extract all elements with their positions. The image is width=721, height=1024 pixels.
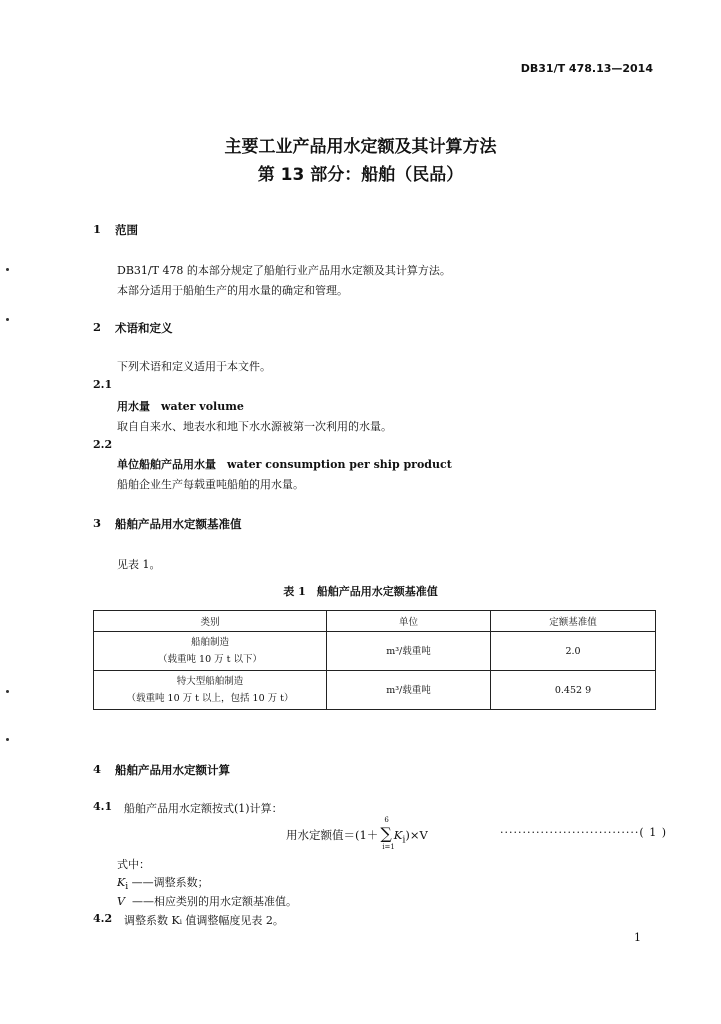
where-label: 式中： [117,858,150,871]
section-1-para-2: 本部分适用于船舶生产的用水量的确定和管理。 [117,284,348,297]
term-2-1 [117,398,244,414]
term-2-2-number: 2.2 [93,438,113,451]
variable-k-desc: ——调整系数； [131,876,209,889]
table-1 [93,610,656,710]
document-subtitle: 第 13 部分：船舶（民品） [257,165,464,185]
formula-rhs: )×V [405,828,428,842]
table-cell-unit: m³/载重吨 [327,671,491,710]
term-2-2-en: water consumption per ship product [227,458,452,471]
scan-mark [6,738,9,741]
category-note: （载重吨 10 万 t 以上，包括 10 万 t） [126,693,294,704]
page-number: 1 [634,931,641,944]
variable-v [117,893,297,909]
table-row [94,632,656,671]
table-cell-category [94,671,327,710]
term-2-1-definition: 取自自来水、地表水和地下水水源被第一次利用的水量。 [117,420,392,433]
clause-4-2-number: 4.2 [93,912,113,925]
scan-mark [6,318,9,321]
equation-number: ( 1 ) [639,826,667,839]
term-2-2 [117,456,452,472]
clause-4-2-text: 调整系数 Kᵢ 值调整幅度见表 2。 [124,914,284,927]
section-4-number: 4 [93,762,102,776]
section-3-heading: 船舶产品用水定额基准值 [115,517,242,531]
term-2-1-zh: 用水量 [117,400,150,413]
formula-k-index: i [402,834,406,846]
section-2-number: 2 [93,320,102,334]
clause-4-1-number: 4.1 [93,800,113,813]
section-3-see-table: 见表 1。 [117,558,161,571]
table-header-unit: 单位 [327,611,491,632]
standard-number: DB31/T 478.13—2014 [520,62,653,75]
section-1-para-1: DB31/T 478 的本部分规定了船舶行业产品用水定额及其计算方法。 [117,264,451,277]
variable-k-symbol: K [117,876,126,889]
term-2-1-number: 2.1 [93,378,113,391]
category-note: （载重吨 10 万 t 以下） [158,654,262,665]
variable-v-symbol: V [117,895,125,908]
section-4-heading: 船舶产品用水定额计算 [115,763,230,777]
variable-k-index: i [125,881,129,893]
formula-k: K [393,828,403,842]
section-2-intro: 下列术语和定义适用于本文件。 [117,360,271,373]
section-2-heading: 术语和定义 [115,321,173,335]
table-1-caption: 表 1 船舶产品用水定额基准值 [283,585,438,598]
section-3-number: 3 [93,516,102,530]
formula-1 [286,816,428,851]
table-cell-category [94,632,327,671]
section-1-heading: 范围 [115,223,138,237]
variable-k [117,874,209,892]
clause-4-1-text: 船舶产品用水定额按式(1)计算： [124,802,283,815]
term-2-2-definition: 船舶企业生产每载重吨船舶的用水量。 [117,478,304,491]
summation-lower: i=1 [382,843,395,851]
table-header-value: 定额基准值 [491,611,656,632]
table-header-row [94,611,656,632]
summation-upper: 6 [384,816,389,824]
formula-lhs: 用水定额值＝(1＋ [286,828,379,842]
term-2-2-zh: 单位船舶产品用水量 [117,458,216,471]
table-cell-unit: m³/载重吨 [327,632,491,671]
section-1-number: 1 [93,222,102,236]
summation-symbol: ∑ 6 i=1 [380,816,395,851]
table-cell-value: 2.0 [491,632,656,671]
table-header-category: 类别 [94,611,327,632]
scan-mark [6,268,9,271]
leader-dots: ······························· [500,826,640,839]
scan-mark [6,690,9,693]
category-name: 特大型船舶制造 [176,676,244,687]
variable-v-desc: ——相应类别的用水定额基准值。 [131,895,297,908]
category-name: 船舶制造 [190,637,229,648]
table-row [94,671,656,710]
formula-leader-dots [500,826,667,839]
document-title: 主要工业产品用水定额及其计算方法 [224,137,497,157]
term-2-1-en: water volume [161,400,244,413]
table-cell-value: 0.452 9 [491,671,656,710]
